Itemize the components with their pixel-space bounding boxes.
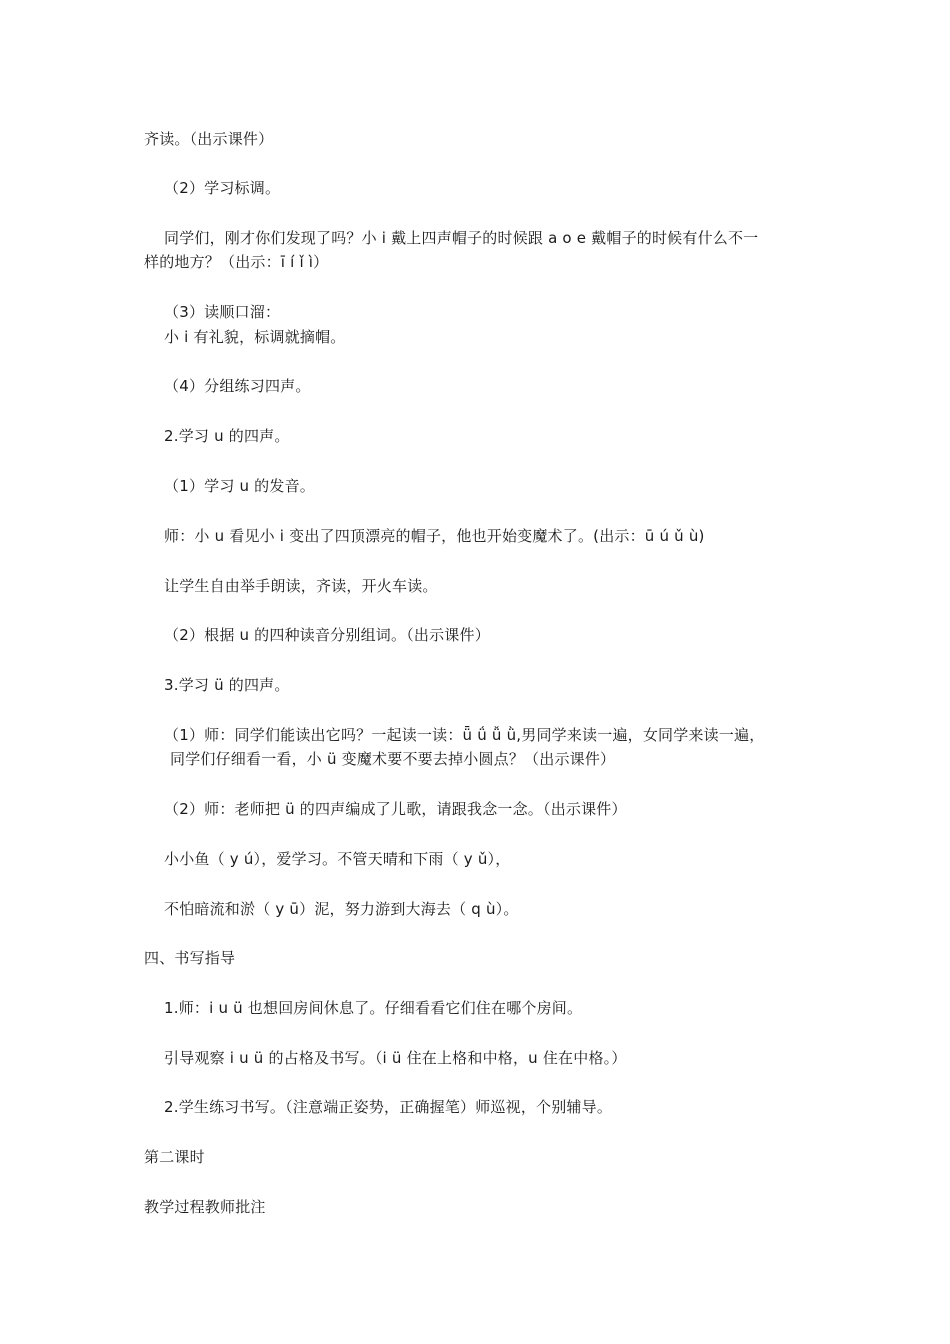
text-line: 小 i 有礼貌，标调就摘帽。 [164,328,346,346]
text-line: 不怕暗流和淤（ y ū）泥，努力游到大海去（ q ù）。 [164,900,519,918]
text-line: 2.学生练习书写。（注意端正姿势，正确握笔）师巡视，个别辅导。 [164,1098,613,1116]
text-line: 齐读。（出示课件） [144,130,274,148]
text-line: （2）根据 u 的四种读音分别组词。（出示课件） [164,626,490,644]
text-line: （2）师：老师把 ü 的四声编成了儿歌，请跟我念一念。（出示课件） [164,800,627,818]
text-line: （2）学习标调。 [164,179,281,197]
text-line: 1.师：i u ü 也想回房间休息了。仔细看看它们住在哪个房间。 [164,999,583,1017]
text-line: 3.学习 ü 的四声。 [164,676,290,694]
text-line: （4）分组练习四声。 [164,377,311,395]
text-line: 样的地方？（出示：ī í ǐ ì） [144,253,329,271]
text-line: 2.学习 u 的四声。 [164,427,290,445]
section-heading: 四、书写指导 [144,949,236,967]
text-line: （1）师：同学们能读出它吗？一起读一读：ǖ ǘ ǚ ǜ,男同学来读一遍，女同学来读一遍， [164,726,765,744]
section-heading: 第二课时 [144,1148,205,1166]
text-line: 师：小 u 看见小 i 变出了四顶漂亮的帽子，他也开始变魔术了。(出示：ū ú ǔ ù) [164,527,705,545]
text-line: 让学生自由举手朗读，齐读，开火车读。 [164,577,438,595]
text-line: 小小鱼（ y ú），爱学习。不管天晴和下雨（ y ǔ）， [164,850,511,868]
text-line: 同学们仔细看一看，小 ü 变魔术要不要去掉小圆点？（出示课件） [170,750,616,768]
text-line: 引导观察 i u ü 的占格及书写。（i ü 住在上格和中格，u 住在中格。） [164,1049,627,1067]
section-heading: 教学过程教师批注 [144,1198,266,1216]
text-line: （3）读顺口溜： [164,303,281,321]
text-line: （1）学习 u 的发音。 [164,477,315,495]
text-line: 同学们，刚才你们发现了吗？小 i 戴上四声帽子的时候跟 a o e 戴帽子的时候有什么不一 [164,229,759,247]
